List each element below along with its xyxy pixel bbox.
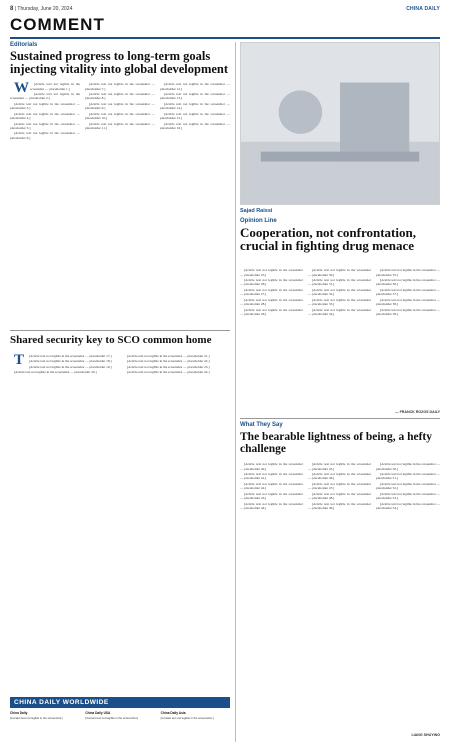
- opinion-paragraph: [Article text not legible in the screenshot — placeholder 31.]: [308, 277, 371, 287]
- editorial-column-3: [160, 82, 230, 326]
- contact-footer: [10, 712, 230, 720]
- opinion-column-1: [240, 268, 303, 410]
- what-they-say-column-1: [240, 462, 303, 737]
- opinion-paragraph: [Article text not legible in the screenshot — placeholder 30.]: [308, 268, 371, 277]
- brand-name: CHINA DAILY: [406, 6, 440, 12]
- editorial-paragraph: [Article text not legible in the screenshot — placeholder 5.]: [10, 121, 80, 131]
- opinion-tag: Opinion Line: [240, 218, 277, 224]
- second-editorial-column-2: [123, 354, 230, 694]
- editorial-paragraph: [Article text not legible in the screenshot — placeholder 8.]: [85, 91, 155, 101]
- what-they-say-paragraph: [Article text not legible in the screenshot — placeholder 44.]: [240, 501, 303, 511]
- editorial-column-1: [10, 82, 80, 326]
- opinion-paragraph: [Article text not legible in the screenshot — placeholder 37.]: [376, 287, 440, 297]
- opinion-headline: Cooperation, not confrontation, crucial in fighting drug menace: [240, 225, 416, 254]
- opinion-paragraph: [Article text not legible in the screenshot — placeholder 27.]: [240, 287, 303, 297]
- editorial-paragraph: [Article text not legible in the screenshot — placeholder 7.]: [85, 82, 155, 91]
- second-editorial-paragraph: [Article text not legible in the screenshot — placeholder 24.]: [127, 370, 210, 375]
- second-editorial-paragraph: [Article text not legible in the screenshot — placeholder 23.]: [127, 364, 210, 369]
- second-editorial-headline: Shared security key to SCO common home: [10, 334, 212, 346]
- second-editorial-paragraph: [Article text not legible in the screenshot — placeholder 17.]: [29, 354, 112, 358]
- editorial-paragraph: [Article text not legible in the screenshot — placeholder 14.]: [160, 101, 230, 111]
- editorial-paragraph: [Article text not legible in the screenshot — placeholder 6.]: [10, 131, 80, 140]
- editorial-paragraph: [Article text not legible in the screenshot — placeholder 11.]: [85, 121, 155, 131]
- what-they-say-paragraph: [Article text not legible in the screenshot — placeholder 42.]: [240, 481, 303, 491]
- worldwide-bar: CHINA DAILY WORLDWIDE: [10, 697, 230, 708]
- editorial-paragraph: [Article text not legible in the screenshot — placeholder 12.]: [160, 82, 230, 91]
- opinion-column-3: [376, 268, 440, 410]
- opinion-paragraph: [Article text not legible in the screenshot — placeholder 26.]: [240, 277, 303, 287]
- editorial-paragraph: [Article text not legible in the screenshot — placeholder 1.]: [30, 82, 80, 91]
- editorials-tag: Editorials: [10, 42, 38, 48]
- date-line: Thursday, June 20, 2024: [17, 6, 73, 12]
- opinion-paragraph: [Article text not legible in the screenshot — placeholder 32.]: [308, 287, 371, 297]
- what-they-say-credit: LIANG SHUYING: [411, 733, 440, 737]
- second-editorial-paragraph: [Article text not legible in the screenshot — placeholder 19.]: [29, 364, 112, 369]
- editorial-paragraph: [Article text not legible in the screenshot — placeholder 13.]: [160, 91, 230, 101]
- what-they-say-paragraph: [Article text not legible in the screenshot — placeholder 45.]: [308, 462, 371, 471]
- column-divider: [235, 42, 236, 742]
- masthead-rule: [10, 37, 440, 39]
- editorial-paragraph: [Article text not legible in the screenshot — placeholder 10.]: [85, 111, 155, 121]
- editorial-paragraph: [Article text not legible in the screenshot — placeholder 9.]: [85, 101, 155, 111]
- editorial-dropcap: W: [14, 82, 29, 96]
- second-editorial-paragraph: [Article text not legible in the screenshot — placeholder 21.]: [127, 354, 210, 358]
- what-they-say-paragraph: [Article text not legible in the screenshot — placeholder 51.]: [376, 471, 440, 481]
- contact-block: [10, 712, 79, 720]
- editorial-headline: Sustained progress to long-term goals injecting vitality into global development: [10, 49, 229, 76]
- what-they-say-paragraph: [Article text not legible in the screenshot — placeholder 46.]: [308, 471, 371, 481]
- what-they-say-paragraph: [Article text not legible in the screenshot — placeholder 41.]: [240, 471, 303, 481]
- what-they-say-paragraph: [Article text not legible in the screenshot — placeholder 43.]: [240, 491, 303, 501]
- opinion-paragraph: [Article text not legible in the screenshot — placeholder 35.]: [376, 268, 440, 277]
- editorial-column-2: [85, 82, 155, 326]
- what-they-say-paragraph: [Article text not legible in the screenshot — placeholder 49.]: [308, 501, 371, 511]
- editorial-paragraph: [Article text not legible in the screenshot — placeholder 3.]: [10, 101, 80, 111]
- opinion-paragraph: [Article text not legible in the screenshot — placeholder 29.]: [240, 307, 303, 317]
- opinion-paragraph: [Article text not legible in the screenshot — placeholder 25.]: [240, 268, 303, 277]
- contact-text: [Contact text not legible in the screenshot.]: [85, 715, 139, 720]
- what-they-say-tag: What They Say: [240, 422, 283, 428]
- opinion-paragraph: [Article text not legible in the screenshot — placeholder 33.]: [308, 297, 371, 307]
- illustration-image: [240, 42, 440, 205]
- editorial-paragraph: [Article text not legible in the screenshot — placeholder 4.]: [10, 111, 80, 121]
- opinion-column-2: [308, 268, 371, 410]
- what-they-say-column-3: [376, 462, 440, 730]
- page-number: 8: [10, 6, 14, 12]
- section-divider: [10, 330, 230, 331]
- what-they-say-paragraph: [Article text not legible in the screenshot — placeholder 52.]: [376, 481, 440, 491]
- second-editorial-column-1: [10, 354, 117, 694]
- illustration-graphic: [241, 43, 439, 204]
- what-they-say-headline: The bearable lightness of being, a hefty challenge: [240, 431, 432, 455]
- second-editorial-paragraph: [Article text not legible in the screenshot — placeholder 20.]: [14, 370, 97, 375]
- what-they-say-paragraph: [Article text not legible in the screenshot — placeholder 40.]: [240, 462, 303, 471]
- contact-text: [Contact text not legible in the screenshot.]: [10, 715, 63, 720]
- opinion-paragraph: [Article text not legible in the screenshot — placeholder 36.]: [376, 277, 440, 287]
- what-they-say-paragraph: [Article text not legible in the screenshot — placeholder 53.]: [376, 491, 440, 501]
- opinion-paragraph: [Article text not legible in the screenshot — placeholder 38.]: [376, 297, 440, 307]
- what-they-say-paragraph: [Article text not legible in the screenshot — placeholder 48.]: [308, 491, 371, 501]
- opinion-credit: — FRANCK ROZOS DAILY: [395, 410, 440, 414]
- contact-title: China Daily USA: [85, 711, 111, 715]
- section-divider: [240, 418, 440, 419]
- section-masthead: COMMENT: [10, 15, 105, 34]
- opinion-paragraph: [Article text not legible in the screenshot — placeholder 28.]: [240, 297, 303, 307]
- opinion-paragraph: [Article text not legible in the screenshot — placeholder 39.]: [376, 307, 440, 317]
- running-header: 8 | Thursday, June 20, 2024 CHINA DAILY: [10, 6, 440, 12]
- what-they-say-paragraph: [Article text not legible in the screenshot — placeholder 50.]: [376, 462, 440, 471]
- editorial-paragraph: [Article text not legible in the screenshot — placeholder 16.]: [160, 121, 230, 131]
- contact-block: [161, 712, 230, 720]
- contact-title: China Daily Asia: [160, 711, 186, 715]
- editorial-paragraph: [Article text not legible in the screenshot — placeholder 15.]: [160, 111, 230, 121]
- second-editorial-paragraph: [Article text not legible in the screenshot — placeholder 18.]: [29, 359, 112, 364]
- second-editorial-paragraph: [Article text not legible in the screenshot — placeholder 22.]: [127, 359, 210, 364]
- what-they-say-paragraph: [Article text not legible in the screenshot — placeholder 47.]: [308, 481, 371, 491]
- contact-title: China Daily: [10, 711, 28, 715]
- opinion-paragraph: [Article text not legible in the screenshot — placeholder 34.]: [308, 307, 371, 317]
- contact-block: [85, 712, 154, 720]
- editorial-paragraph: [Article text not legible in the screenshot — placeholder 2.]: [10, 91, 80, 101]
- contact-text: [Contact text not legible in the screenshot.]: [160, 715, 214, 720]
- what-they-say-paragraph: [Article text not legible in the screenshot — placeholder 54.]: [376, 501, 440, 511]
- opinion-byline: Sajad Raissi: [240, 208, 273, 214]
- what-they-say-column-2: [308, 462, 371, 737]
- second-editorial-dropcap: T: [14, 354, 25, 368]
